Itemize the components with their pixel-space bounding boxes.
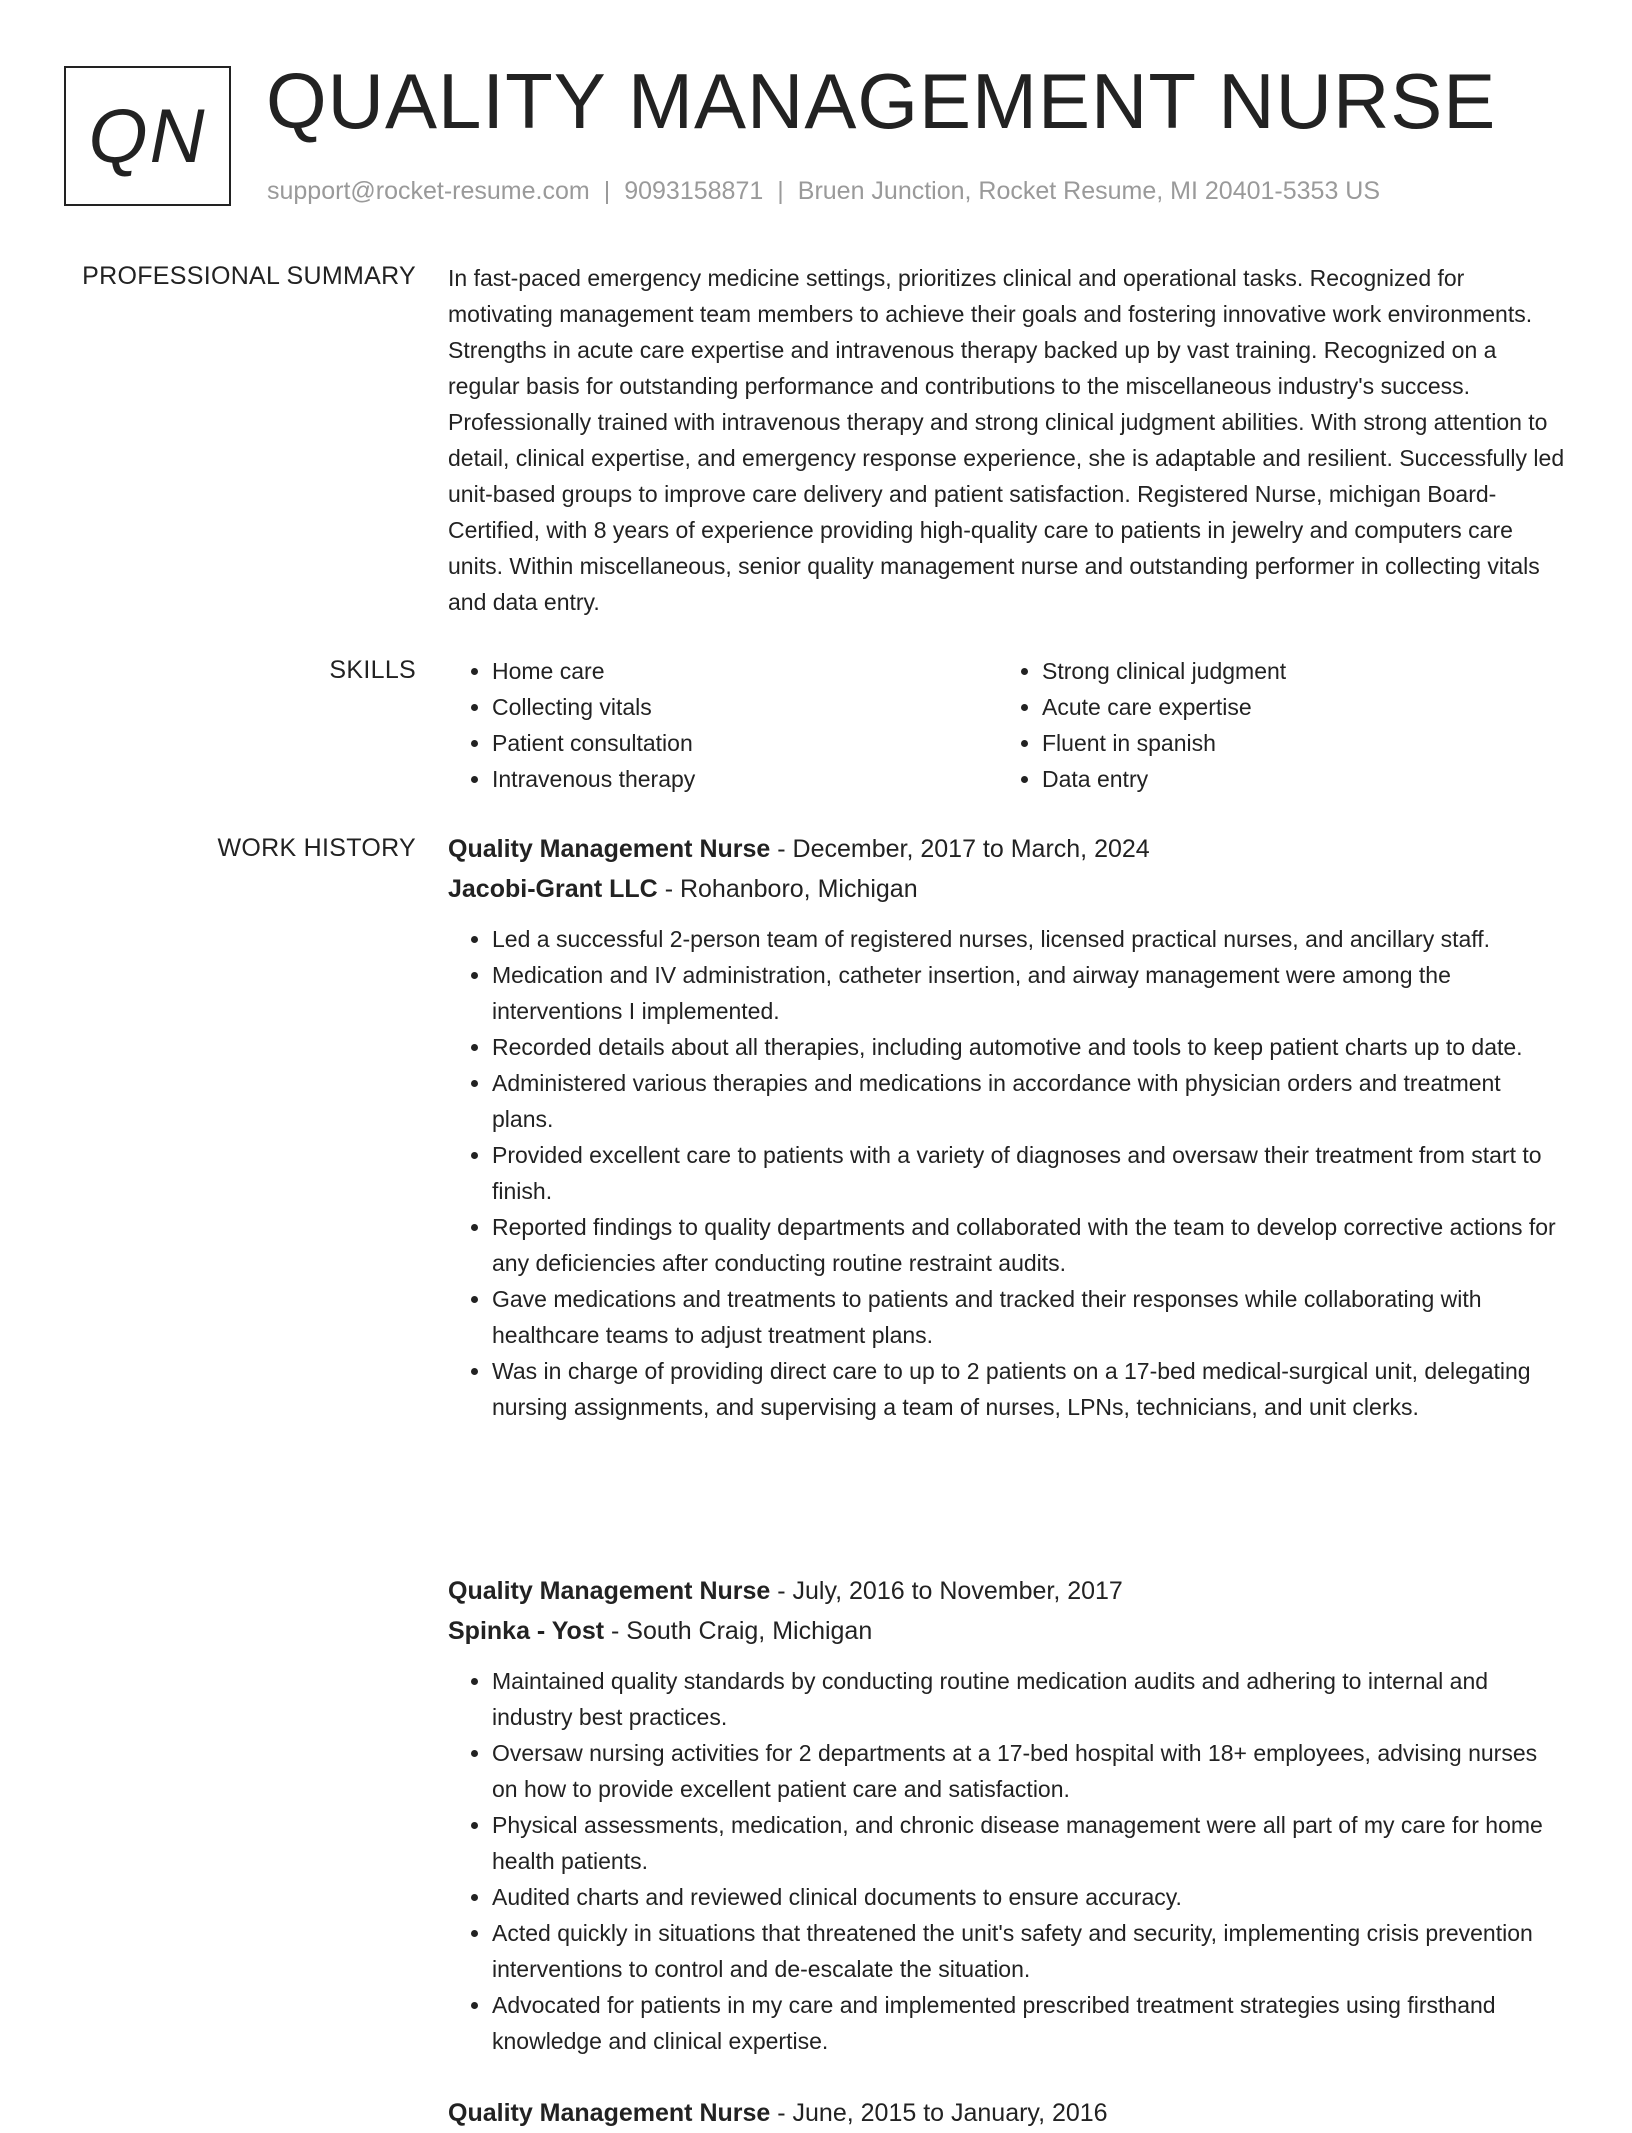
section-label-work-history: WORK HISTORY <box>217 834 416 862</box>
skill-item: • Home care <box>492 653 998 689</box>
job-bullet: • Medication and IV administration, catheter insertion, and airway management were among the interventions I implemented. <box>492 957 1568 1029</box>
job-company: Jacobi-Grant LLC <box>448 875 658 903</box>
skills-column-right <box>998 653 1548 797</box>
job-bullet: • Recorded details about all therapies, including automotive and tools to keep patient charts up to date. <box>492 1029 1568 1065</box>
job-company-line <box>448 1611 1568 1651</box>
job-bullet: • Audited charts and reviewed clinical documents to ensure accuracy. <box>492 1879 1568 1915</box>
job-title: Quality Management Nurse <box>448 2099 771 2127</box>
skill-item: • Intravenous therapy <box>492 761 998 797</box>
job-title-line <box>448 829 1568 869</box>
job-dates: - December, 2017 to March, 2024 <box>770 835 1150 863</box>
job-entry <box>448 829 1568 1425</box>
skill-item: • Data entry <box>1042 761 1548 797</box>
job-title-line <box>448 2093 1568 2133</box>
job-bullet: • Administered various therapies and medications in accordance with physician orders and treatment plans. <box>492 1065 1568 1137</box>
job-bullet: • Provided excellent care to patients with a variety of diagnoses and oversaw their treatment from start to finish. <box>492 1137 1568 1209</box>
skill-item: • Collecting vitals <box>492 689 998 725</box>
contact-line <box>267 174 1380 208</box>
job-bullet: • Maintained quality standards by conducting routine medication audits and adhering to internal and industry best practices. <box>492 1663 1568 1735</box>
job-dates: - July, 2016 to November, 2017 <box>770 1577 1123 1605</box>
job-bullet: • Gave medications and treatments to patients and tracked their responses while collaborating with healthcare teams to adjust treatment plans. <box>492 1281 1568 1353</box>
job-bullet: • Physical assessments, medication, and chronic disease management were all part of my care for home health patients. <box>492 1807 1568 1879</box>
section-label-skills: SKILLS <box>329 656 416 684</box>
job-company: Spinka - Yost <box>448 1617 605 1645</box>
job-title-line <box>448 1571 1568 1611</box>
job-entry <box>448 1571 1568 2059</box>
job-location: - Rohanboro, Michigan <box>657 875 918 903</box>
job-bullet: • Oversaw nursing activities for 2 departments at a 17-bed hospital with 18+ employees, advising nurses on how to provide excellent patient care and satisfaction. <box>492 1735 1568 1807</box>
job-bullet: • Advocated for patients in my care and implemented prescribed treatment strategies using firsthand knowledge and clinical expertise. <box>492 1987 1568 2059</box>
job-bullet: • Reported findings to quality departments and collaborated with the team to develop corrective actions for any deficiencies after conducting routine restraint audits. <box>492 1209 1568 1281</box>
monogram-box <box>64 66 231 206</box>
job-location: - South Craig, Michigan <box>604 1617 873 1645</box>
skill-item: • Fluent in spanish <box>1042 725 1548 761</box>
job-dates: - June, 2015 to January, 2016 <box>770 2099 1108 2127</box>
contact-separator: | <box>777 177 784 205</box>
job-bullet: • Led a successful 2-person team of registered nurses, licensed practical nurses, and ancillary staff. <box>492 921 1568 957</box>
job-company-line <box>448 869 1568 909</box>
contact-phone: 9093158871 <box>624 177 764 205</box>
resume-title: QUALITY MANAGEMENT NURSE <box>266 57 1497 145</box>
section-label-summary: PROFESSIONAL SUMMARY <box>82 262 416 290</box>
skills-column-left <box>448 653 998 797</box>
job-title: Quality Management Nurse <box>448 1577 771 1605</box>
contact-address: Bruen Junction, Rocket Resume, MI 20401-5353 US <box>797 177 1381 205</box>
skill-item: • Acute care expertise <box>1042 689 1548 725</box>
contact-email: support@rocket-resume.com <box>267 177 590 205</box>
job-bullet: • Was in charge of providing direct care to up to 2 patients on a 17-bed medical-surgical unit, delegating nursing assignments, and supervising a team of nurses, LPNs, technicians, and unit clerks. <box>492 1353 1568 1425</box>
contact-separator: | <box>603 177 611 205</box>
job-entry <box>448 2093 1568 2133</box>
job-bullet: • Acted quickly in situations that threatened the unit's safety and security, implementing crisis prevention interventions to control and de-escalate the situation. <box>492 1915 1568 1987</box>
job-bullets <box>448 1663 1568 2059</box>
skill-item: • Patient consultation <box>492 725 998 761</box>
job-title: Quality Management Nurse <box>448 835 771 863</box>
skill-item: • Strong clinical judgment <box>1042 653 1548 689</box>
summary-text: In fast-paced emergency medicine settings, prioritizes clinical and operational tasks. Recognized for motivating management team members to achieve their goals and fostering innovative work environments. Strengths in acute care expertise and intravenous therapy backed up by vast training. Recognized on a regular basis for outstanding performance and contributions to the miscellaneous industry's success. Professionally trained with intravenous therapy and strong clinical judgment abilities. With strong attention to detail, clinical expertise, and emergency response experience, she is adaptable and resilient. Successfully led unit-based groups to improve care delivery and patient satisfaction. Registered Nurse, michigan Board-Certified, with 8 years of experience providing high-quality care to patients in jewelry and computers care units. Within miscellaneous, senior quality management nurse and outstanding performer in collecting vitals and data entry. <box>448 265 1565 615</box>
skills-list <box>448 653 1568 797</box>
monogram-initials: QN <box>88 93 207 179</box>
job-bullets <box>448 921 1568 1425</box>
